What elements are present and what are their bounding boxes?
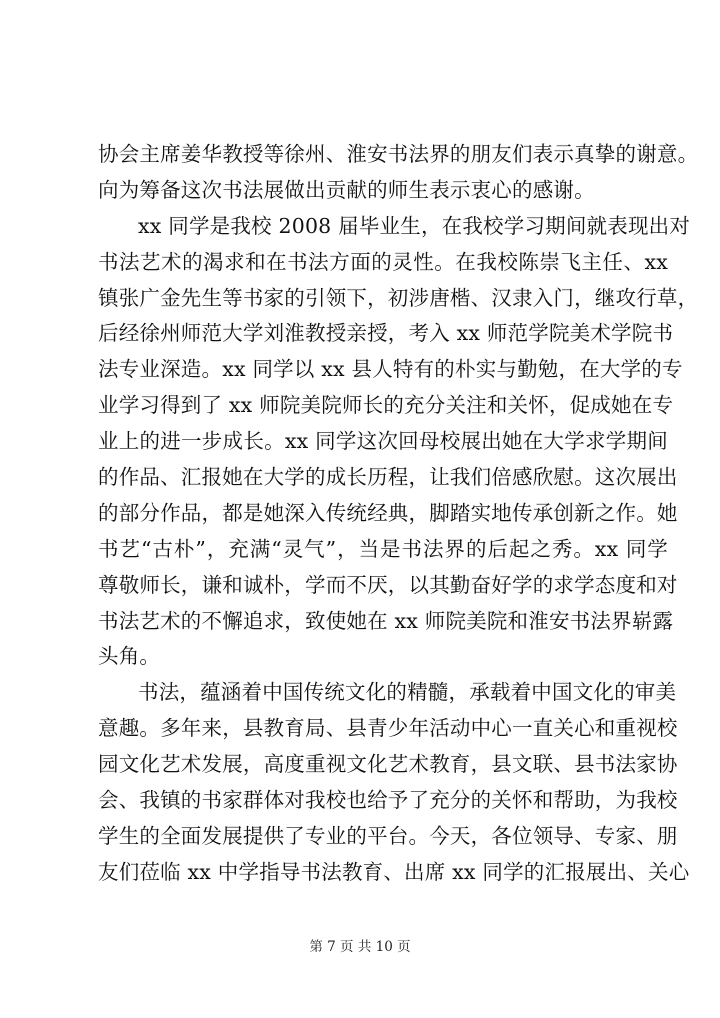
text-line: 法专业深造。xx 同学以 xx 县人特有的朴实与勤勉，在大学的专 xyxy=(98,357,683,381)
text-line: 友们莅临 xx 中学指导书法教育、出席 xx 同学的汇报展出、关心 xyxy=(98,860,690,884)
text-line: 书艺“古朴”，充满“灵气”，当是书法界的后起之秀。xx 同学 xyxy=(98,537,668,561)
text-line: 书法艺术的渴求和在书法方面的灵性。在我校陈崇飞主任、xx xyxy=(98,250,668,274)
text-line: 尊敬师长，谦和诚朴，学而不厌，以其勤奋好学的求学态度和对 xyxy=(98,573,678,597)
text-line: 向为筹备这次书法展做出贡献的师生表示衷心的感谢。 xyxy=(98,178,595,202)
text-line: 意趣。多年来，县教育局、县青少年活动中心一直关心和重视校 xyxy=(98,716,678,740)
text-line: 会、我镇的书家群体对我校也给予了充分的关怀和帮助，为我校 xyxy=(98,788,678,812)
text-line: 的部分作品，都是她深入传统经典，脚踏实地传承创新之作。她 xyxy=(98,501,678,525)
text-line: 业学习得到了 xx 师院美院师长的充分关注和关怀，促成她在专 xyxy=(98,393,674,417)
text-line: 的作品、汇报她在大学的成长历程，让我们倍感欣慰。这次展出 xyxy=(98,465,678,489)
page-number-footer: 第 7 页 共 10 页 xyxy=(309,939,411,955)
text-line: 协会主席姜华教授等徐州、淮安书法界的朋友们表示真挚的谢意。 xyxy=(98,142,699,166)
paragraph-start-line: xx 同学是我校 2008 届毕业生，在我校学习期间就表现出对 xyxy=(138,214,691,238)
text-line: 业上的进一步成长。xx 同学这次回母校展出她在大学求学期间 xyxy=(98,429,668,453)
text-line: 后经徐州师范大学刘淮教授亲授，考入 xx 师范学院美术学院书 xyxy=(98,321,674,345)
paragraph-start-line: 书法，蕴涵着中国传统文化的精髓，承载着中国文化的审美 xyxy=(138,680,677,704)
text-line: 园文化艺术发展，高度重视文化艺术教育，县文联、县书法家协 xyxy=(98,752,678,776)
text-line: 书法艺术的不懈追求，致使她在 xx 师院美院和淮安书法界崭露 xyxy=(98,609,674,633)
text-line: 头角。 xyxy=(98,644,161,668)
text-line: 学生的全面发展提供了专业的平台。今天，各位领导、专家、朋 xyxy=(98,824,678,848)
text-line: 镇张广金先生等书家的引领下，初涉唐楷、汉隶入门，继攻行草， xyxy=(98,286,699,310)
